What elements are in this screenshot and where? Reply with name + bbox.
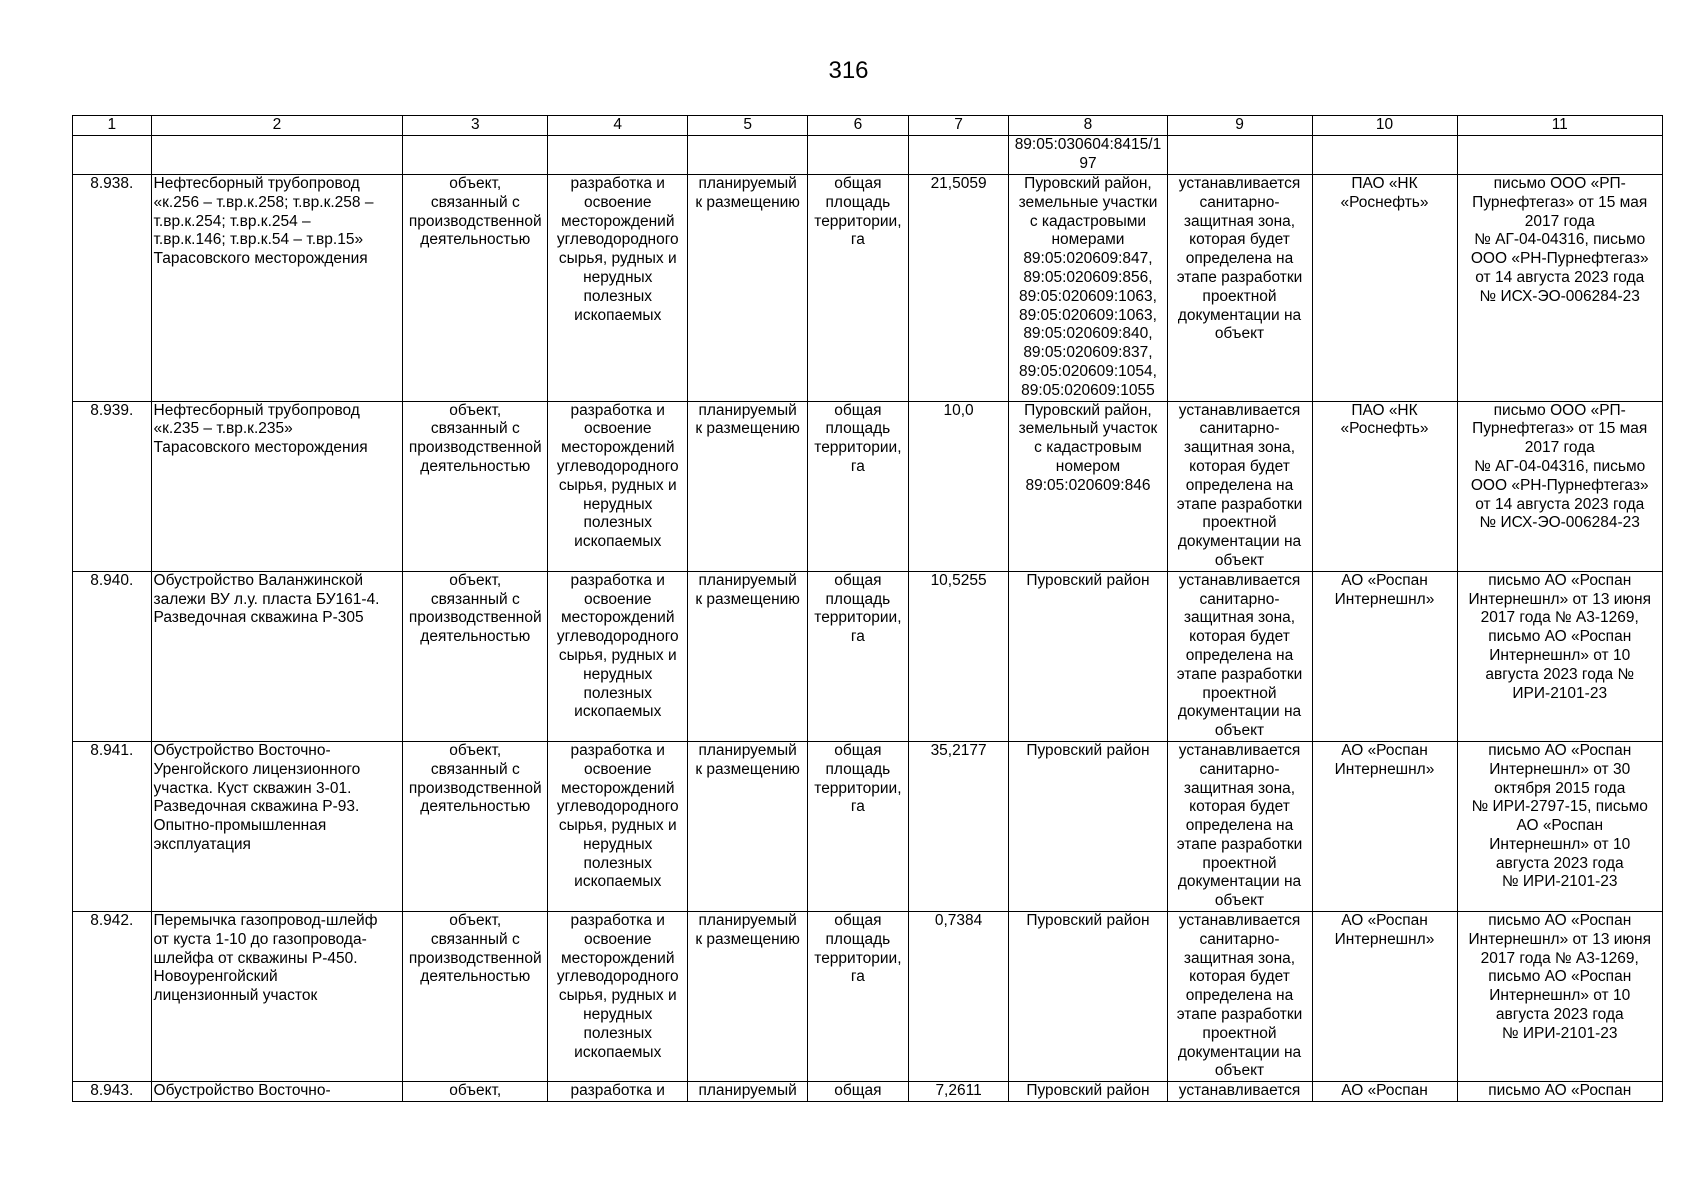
column-header-10: 10 xyxy=(1312,116,1457,136)
page-number: 316 xyxy=(828,57,869,84)
column-header-1: 1 xyxy=(73,116,152,136)
object-status: планируемый к размещению xyxy=(688,741,808,911)
object-owner: ПАО «НК «Роснефть» xyxy=(1312,175,1457,402)
document-table xyxy=(72,115,1663,1102)
object-name: Обустройство Валанжинской залежи ВУ л.у. пласта БУ161-4. Разведочная скважина Р-305 xyxy=(151,571,403,741)
table-row xyxy=(73,401,1663,571)
object-name: Нефтесборный трубопровод «к.256 – т.вр.к.258; т.вр.к.258 – т.вр.к.254; т.вр.к.254 – т.вр.к.146; т.вр.к.54 – т.вр.15» Тарасовского месторождения xyxy=(151,175,403,402)
object-location: Пуровский район xyxy=(1009,571,1167,741)
object-owner: АО «Роспан Интернешнл» xyxy=(1312,912,1457,1082)
object-location: Пуровский район, земельный участок с кадастровым номером 89:05:020609:846 xyxy=(1009,401,1167,571)
row-number: 8.940. xyxy=(73,571,152,741)
object-name: Обустройство Восточно- Уренгойского лицензионного участка. Куст скважин 3-01. Разведочная скважина Р-93. Опытно-промышленная эксплуатация xyxy=(151,741,403,911)
object-name xyxy=(151,136,403,175)
object-type xyxy=(403,136,548,175)
object-zone: устанавливается санитарно- защитная зона, которая будет определена на этапе разработки проектной документации на объект xyxy=(1167,741,1312,911)
object-zone: устанавливается санитарно- защитная зона, которая будет определена на этапе разработки проектной документации на объект xyxy=(1167,175,1312,402)
object-characteristic: общая площадь территории, га xyxy=(808,175,909,402)
object-location: 89:05:030604:8415/1 97 xyxy=(1009,136,1167,175)
row-number: 8.939. xyxy=(73,401,152,571)
column-header-9: 9 xyxy=(1167,116,1312,136)
object-purpose: разработка и освоение месторождений углеводородного сырья, рудных и нерудных полезных ископаемых xyxy=(548,401,688,571)
table-row xyxy=(73,1082,1663,1102)
object-value: 0,7384 xyxy=(908,912,1009,1082)
object-value xyxy=(908,136,1009,175)
column-header-2: 2 xyxy=(151,116,403,136)
object-status xyxy=(688,136,808,175)
table-row xyxy=(73,912,1663,1082)
object-purpose: разработка и освоение месторождений углеводородного сырья, рудных и нерудных полезных ископаемых xyxy=(548,741,688,911)
object-purpose: разработка и освоение месторождений углеводородного сырья, рудных и нерудных полезных ископаемых xyxy=(548,175,688,402)
object-value: 21,5059 xyxy=(908,175,1009,402)
object-location: Пуровский район xyxy=(1009,1082,1167,1102)
object-purpose xyxy=(548,136,688,175)
table-row xyxy=(73,571,1663,741)
object-type: объект, xyxy=(403,1082,548,1102)
table-row xyxy=(73,175,1663,402)
column-header-11: 11 xyxy=(1457,116,1663,136)
object-zone: устанавливается санитарно- защитная зона, которая будет определена на этапе разработки проектной документации на объект xyxy=(1167,912,1312,1082)
object-type: объект, связанный с производственной деятельностью xyxy=(403,401,548,571)
object-characteristic: общая площадь территории, га xyxy=(808,741,909,911)
object-zone xyxy=(1167,136,1312,175)
object-characteristic: общая площадь территории, га xyxy=(808,401,909,571)
object-basis: письмо АО «Роспан Интернешнл» от 13 июня 2017 года № А3-1269, письмо АО «Роспан Интернешнл» от 10 августа 2023 года № ИРИ-2101-23 xyxy=(1457,571,1663,741)
object-owner: ПАО «НК «Роснефть» xyxy=(1312,401,1457,571)
column-header-8: 8 xyxy=(1009,116,1167,136)
object-zone: устанавливается xyxy=(1167,1082,1312,1102)
object-owner xyxy=(1312,136,1457,175)
row-number: 8.942. xyxy=(73,912,152,1082)
row-number: 8.943. xyxy=(73,1082,152,1102)
column-header-5: 5 xyxy=(688,116,808,136)
object-characteristic xyxy=(808,136,909,175)
column-header-7: 7 xyxy=(908,116,1009,136)
object-type: объект, связанный с производственной деятельностью xyxy=(403,571,548,741)
object-zone: устанавливается санитарно- защитная зона, которая будет определена на этапе разработки проектной документации на объект xyxy=(1167,571,1312,741)
object-name: Обустройство Восточно- xyxy=(151,1082,403,1102)
object-characteristic: общая xyxy=(808,1082,909,1102)
object-characteristic: общая площадь территории, га xyxy=(808,571,909,741)
object-type: объект, связанный с производственной деятельностью xyxy=(403,741,548,911)
object-value: 10,0 xyxy=(908,401,1009,571)
object-basis: письмо ООО «РП- Пурнефтегаз» от 15 мая 2017 года № АГ-04-04316, письмо ООО «РН-Пурнефтегаз» от 14 августа 2023 года № ИСХ-ЭО-006284-23 xyxy=(1457,175,1663,402)
object-value: 7,2611 xyxy=(908,1082,1009,1102)
object-owner: АО «Роспан Интернешнл» xyxy=(1312,741,1457,911)
object-status: планируемый xyxy=(688,1082,808,1102)
column-header-6: 6 xyxy=(808,116,909,136)
object-owner: АО «Роспан Интернешнл» xyxy=(1312,571,1457,741)
object-basis: письмо АО «Роспан xyxy=(1457,1082,1663,1102)
object-zone: устанавливается санитарно- защитная зона, которая будет определена на этапе разработки проектной документации на объект xyxy=(1167,401,1312,571)
object-characteristic: общая площадь территории, га xyxy=(808,912,909,1082)
object-status: планируемый к размещению xyxy=(688,175,808,402)
object-basis xyxy=(1457,136,1663,175)
object-status: планируемый к размещению xyxy=(688,401,808,571)
row-number xyxy=(73,136,152,175)
table-body xyxy=(73,136,1663,1102)
object-purpose: разработка и освоение месторождений углеводородного сырья, рудных и нерудных полезных ископаемых xyxy=(548,912,688,1082)
table-row xyxy=(73,136,1663,175)
object-value: 35,2177 xyxy=(908,741,1009,911)
column-header-4: 4 xyxy=(548,116,688,136)
table-row xyxy=(73,741,1663,911)
object-basis: письмо АО «Роспан Интернешнл» от 13 июня 2017 года № А3-1269, письмо АО «Роспан Интернешнл» от 10 августа 2023 года № ИРИ-2101-23 xyxy=(1457,912,1663,1082)
header-row xyxy=(73,116,1663,136)
table-header xyxy=(73,116,1663,136)
object-purpose: разработка и xyxy=(548,1082,688,1102)
object-location: Пуровский район xyxy=(1009,741,1167,911)
object-location: Пуровский район, земельные участки с кадастровыми номерами 89:05:020609:847, 89:05:020609:856, 89:05:020609:1063, 89:05:020609:1063, 89:05:020609:840, 89:05:020609:837, 89:05:020609:1054, 89:05:020609:1055 xyxy=(1009,175,1167,402)
object-owner: АО «Роспан xyxy=(1312,1082,1457,1102)
object-location: Пуровский район xyxy=(1009,912,1167,1082)
object-name: Нефтесборный трубопровод «к.235 – т.вр.к.235» Тарасовского месторождения xyxy=(151,401,403,571)
object-status: планируемый к размещению xyxy=(688,571,808,741)
object-basis: письмо ООО «РП- Пурнефтегаз» от 15 мая 2017 года № АГ-04-04316, письмо ООО «РН-Пурнефтегаз» от 14 августа 2023 года № ИСХ-ЭО-006284-23 xyxy=(1457,401,1663,571)
object-name: Перемычка газопровод-шлейф от куста 1-10 до газопровода- шлейфа от скважины Р-450. Новоуренгойский лицензионный участок xyxy=(151,912,403,1082)
object-type: объект, связанный с производственной деятельностью xyxy=(403,175,548,402)
object-status: планируемый к размещению xyxy=(688,912,808,1082)
column-header-3: 3 xyxy=(403,116,548,136)
row-number: 8.938. xyxy=(73,175,152,402)
object-type: объект, связанный с производственной деятельностью xyxy=(403,912,548,1082)
object-value: 10,5255 xyxy=(908,571,1009,741)
row-number: 8.941. xyxy=(73,741,152,911)
object-purpose: разработка и освоение месторождений углеводородного сырья, рудных и нерудных полезных ископаемых xyxy=(548,571,688,741)
object-basis: письмо АО «Роспан Интернешнл» от 30 октября 2015 года № ИРИ-2797-15, письмо АО «Роспан Интернешнл» от 10 августа 2023 года № ИРИ-2101-23 xyxy=(1457,741,1663,911)
